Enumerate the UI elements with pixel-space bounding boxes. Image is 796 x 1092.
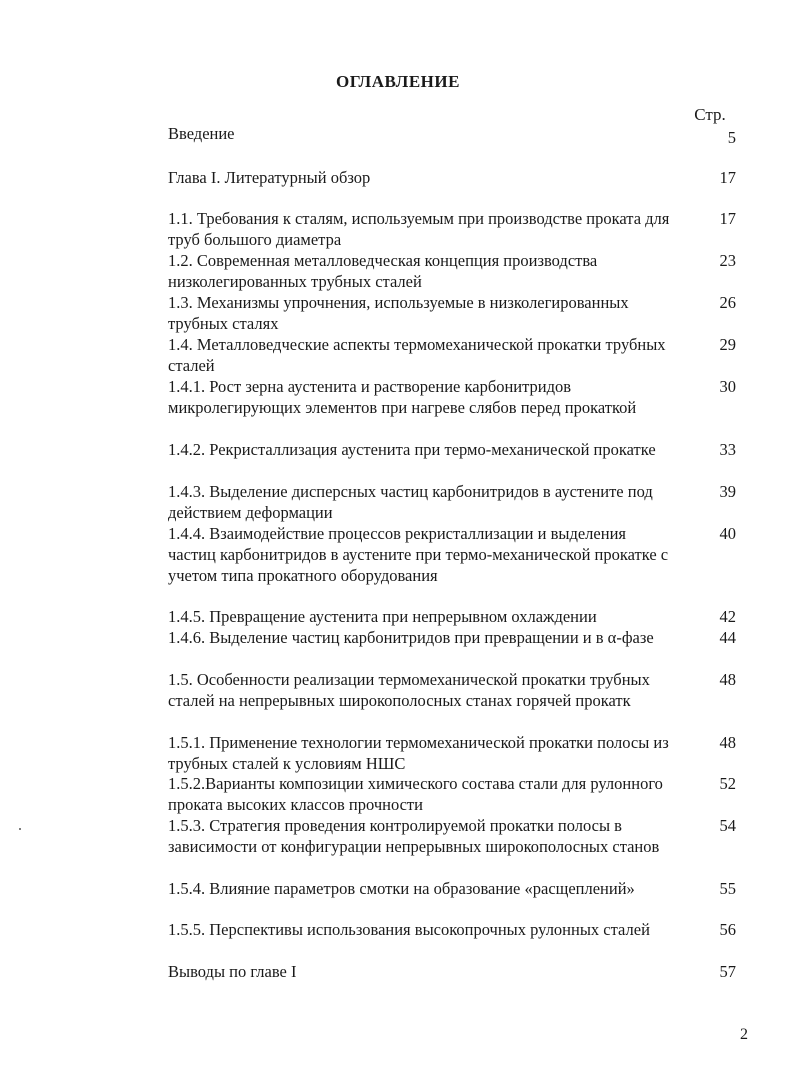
toc-entry-page: 42 (719, 607, 736, 626)
toc-title: ОГЛАВЛЕНИЕ (336, 72, 460, 91)
toc-entry-page: 33 (719, 440, 736, 459)
toc-entry-page: 54 (719, 816, 736, 835)
toc-entry-page: 44 (719, 628, 736, 647)
page-column-header: Стр. (694, 105, 726, 124)
toc-entry-text: Глава I. Литературный обзор (168, 168, 371, 187)
toc-entry-text: 1.4.6. Выделение частиц карбонитридов при превращении и в α-фазе (168, 628, 654, 647)
toc-entry-page: 48 (719, 733, 736, 752)
toc-entry-page: 29 (719, 335, 736, 354)
toc-entry-text: 1.4.1. Рост зерна аустенита и растворение карбонитридов микролегирующих элементов при нагреве слябов перед прокаткой (168, 377, 637, 417)
toc-entry-page: 5 (727, 128, 736, 147)
toc-entry-page: 39 (719, 482, 736, 501)
toc-entry-text: 1.4.2. Рекристаллизация аустенита при термо-механической прокатке (168, 440, 656, 459)
toc-entry-page: 17 (719, 209, 736, 228)
toc-entry-text: 1.5.2.Варианты композиции химического состава стали для рулонного проката высоких классов прочности (168, 774, 663, 814)
toc-entry-text: 1.4. Металловедческие аспекты термомеханической прокатки трубных сталей (168, 335, 666, 375)
toc-entry-text: 1.4.5. Превращение аустенита при непрерывном охлаждении (168, 607, 597, 626)
toc-entry-page: 17 (719, 168, 736, 187)
toc-entry-text: 1.1. Требования к сталям, используемым при производстве проката для труб большого диаметра (168, 209, 670, 249)
toc-entry-text: 1.4.4. Взаимодействие процессов рекристаллизации и выделения частиц карбонитридов в аустените при термо-механической прокатке с учетом типа прокатного оборудования (168, 524, 669, 585)
toc-entry-text: 1.4.3. Выделение дисперсных частиц карбонитридов в аустените под действием деформации (168, 482, 653, 522)
page-number: 2 (740, 1026, 748, 1043)
toc-entry-text: 1.5.5. Перспективы использования высокопрочных рулонных сталей (168, 920, 650, 939)
toc-entry-text: 1.5.1. Применение технологии термомеханической прокатки полосы из трубных сталей к условиям НШС (168, 733, 669, 773)
toc-entry-page: 48 (719, 670, 736, 689)
toc-entry-text: 1.5.4. Влияние параметров смотки на образование «расщеплений» (168, 879, 635, 898)
toc-entry-text: 1.5.3. Стратегия проведения контролируемой прокатки полосы в зависимости от конфигурации непрерывных широкополосных станов (168, 816, 660, 856)
scan-speck (19, 828, 21, 830)
toc-entry-page: 55 (719, 879, 736, 898)
toc-entry-text: 1.3. Механизмы упрочнения, используемые в низколегированных трубных сталях (168, 293, 629, 333)
toc-entry-text: Выводы по главе I (168, 962, 297, 981)
toc-entry-text: 1.2. Современная металловедческая концепция производства низколегированных трубных сталей (168, 251, 598, 291)
toc-entry-page: 23 (719, 251, 736, 270)
toc-entry-text: Введение (168, 124, 235, 143)
toc-entry-page: 56 (719, 920, 736, 939)
toc-entry-page: 30 (719, 377, 736, 396)
toc-entry-page: 52 (719, 774, 736, 793)
toc-entry-text: 1.5. Особенности реализации термомеханической прокатки трубных сталей на непрерывных широкополосных станах горячей прокатк (168, 670, 650, 710)
toc-entry-page: 26 (719, 293, 736, 312)
toc-entry-page: 57 (719, 962, 736, 981)
toc-entry-page: 40 (719, 524, 736, 543)
